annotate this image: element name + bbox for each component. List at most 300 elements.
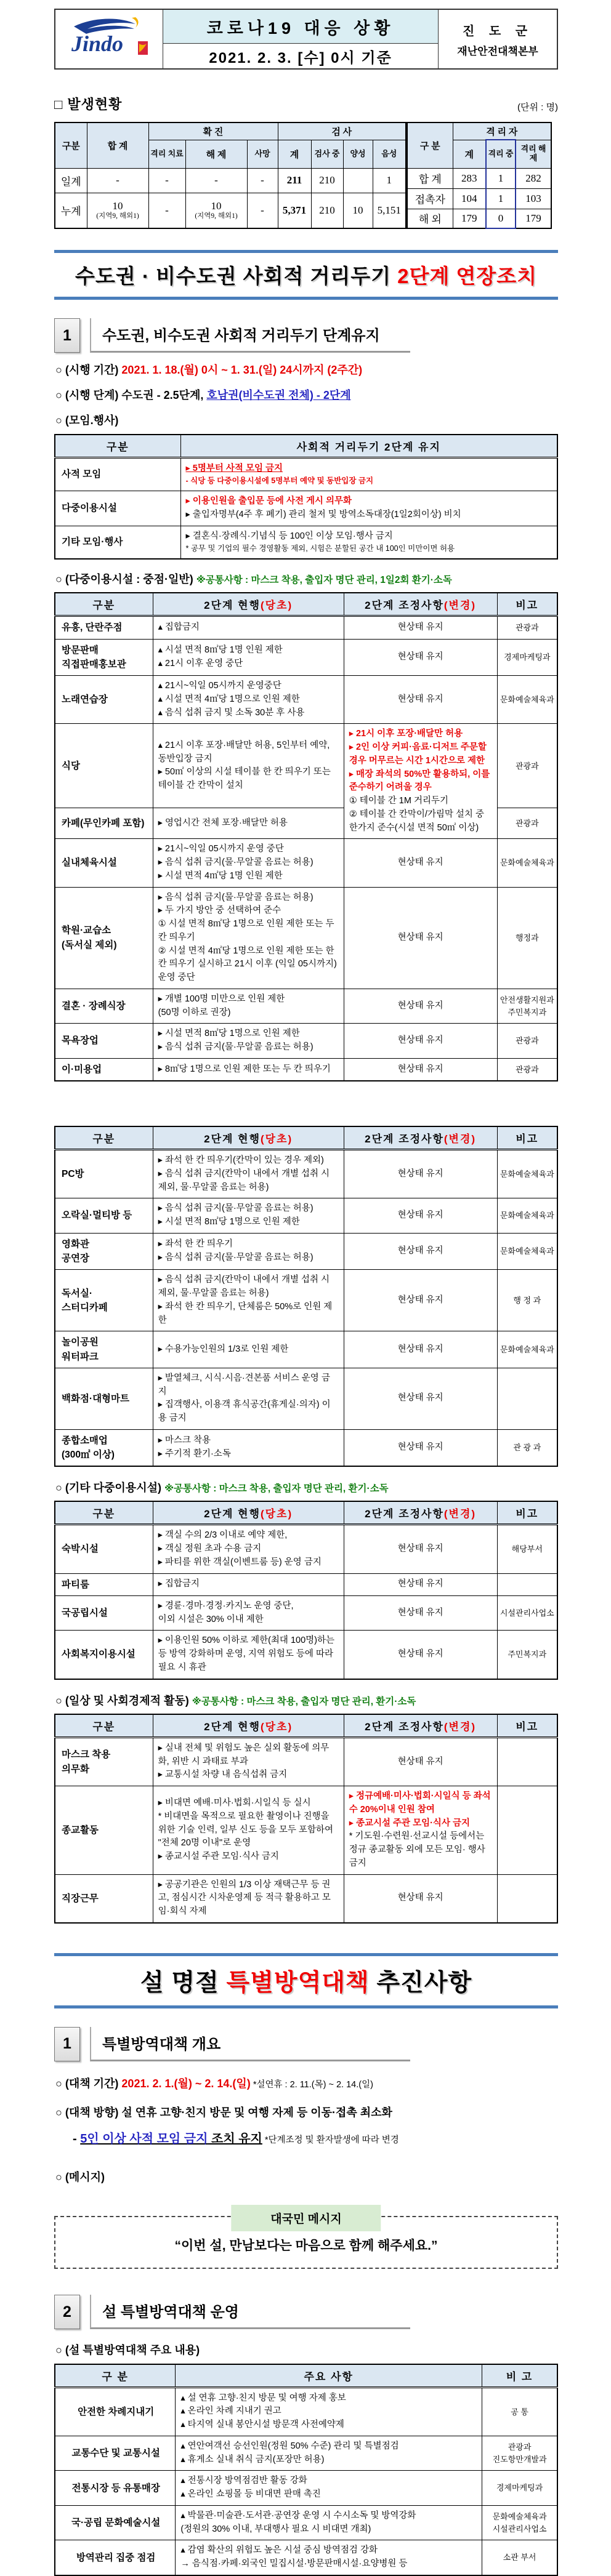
text-line: ▸ 수용가능인원의 1/3로 인원 제한	[158, 1344, 289, 1354]
text-line: (독서실 제외)	[62, 939, 117, 950]
text-line: ① 테이블 간 1M 거리두기	[349, 796, 448, 806]
text-line: ▸ 이용인원 50% 이하로 제한(최대 100명)하는 등 방역 강화하며 운영, 지역 위험도 등에 따라 필요 시 휴관	[158, 1635, 334, 1672]
column-header	[153, 1714, 344, 1738]
text-line: ▸ 파티를 위한 객실(이벤트룸 등) 운영 금지	[158, 1557, 322, 1567]
status-tables	[54, 122, 558, 229]
column-header	[497, 593, 557, 616]
text-line: ① 시설 면적 8㎡당 1명으로 인원 제한 또는 두 칸 띄우기	[158, 919, 334, 942]
row-label	[55, 1874, 153, 1923]
text-line: 현상태 유지	[397, 932, 443, 942]
column-header	[55, 1126, 153, 1150]
cell-total: -	[87, 168, 148, 193]
table-cell	[344, 1024, 497, 1059]
table-cell	[153, 989, 344, 1024]
header-text: (당초)	[261, 600, 293, 612]
text-line: 진도항만개발과	[492, 2454, 547, 2464]
text-line: 현상태 유지	[397, 694, 443, 704]
bullet-measure-direction: ○ (대책 방향) 설 연휴 고향·친지 방문 및 여행 자제 등 이동·접촉 최소화	[55, 2106, 392, 2119]
table-cell	[497, 616, 557, 639]
row-label: 합 계	[407, 168, 453, 188]
text-line: ▸ 21시~익일 05시까지 운영 중단	[158, 844, 284, 854]
gathering-ban-text: 5인 이상 사적 모임 금지	[80, 2132, 208, 2146]
facilities2-table	[54, 1126, 558, 1467]
table-row	[55, 193, 406, 228]
table-cell	[497, 676, 557, 724]
text-line: 관광과	[515, 819, 539, 829]
status-table-right	[407, 122, 552, 229]
row-label: 일계	[55, 168, 87, 193]
header-text: 2단계 현행	[204, 1133, 261, 1145]
text-line: ▴ 박물관·미술관·도서관·공연장 운영 시 수시소독 및 방역강화	[180, 2510, 416, 2521]
col-released: 해 제	[185, 140, 247, 168]
text-line: 종합소매업	[62, 1435, 108, 1446]
column-header	[344, 1501, 497, 1525]
cell-total	[87, 193, 148, 228]
cell-positive	[343, 168, 373, 193]
column-header	[55, 435, 180, 458]
text-line: * 비대면을 목적으로 필요한 촬영이나 진행을 위한 기술 인력, 일부 신도 등을 모두 포함하여 "전체 20명 이내"로 운영	[158, 1811, 333, 1848]
table-row	[407, 209, 551, 228]
table-cell	[497, 1024, 557, 1059]
table-row	[55, 2471, 557, 2506]
row-label	[55, 616, 153, 639]
table-row	[55, 724, 557, 808]
table-cell	[497, 1737, 557, 1786]
note-label: ○ (다중이용시설 : 중점·일반)	[55, 573, 196, 586]
text-line: ▸ 객실 정원 초과 수용 금지	[158, 1544, 262, 1554]
table-cell	[497, 1525, 557, 1573]
text-line: ▸ 시설 면적 8㎡당 1명으로 인원 제한	[158, 1217, 300, 1227]
col-confirmed: 확 진	[148, 122, 278, 140]
text-line: 국공립시설	[62, 1608, 108, 1619]
message-text: “이번 설, 만남보다는 마음으로 함께 해주세요.”	[174, 2239, 438, 2253]
status-table-left	[54, 122, 407, 229]
row-label	[55, 676, 153, 724]
column-header	[497, 1501, 557, 1525]
table-cell	[153, 1331, 344, 1368]
text-line: ▸ 마스크 착용	[158, 1435, 211, 1446]
dash-marker: -	[73, 2132, 81, 2146]
table-cell	[497, 1786, 557, 1875]
header-row	[55, 2364, 557, 2388]
column-header	[497, 1126, 557, 1150]
table-cell	[344, 1874, 497, 1923]
column-header	[55, 1714, 153, 1738]
table-cell	[344, 1150, 497, 1198]
header-text: 주요 사항	[304, 2370, 354, 2383]
row-label	[55, 1595, 153, 1631]
text-line: ② 테이블 간 칸막이/가림막 설치 중 한가지 준수(시설 면적 50㎡ 이상)	[349, 809, 484, 833]
table-cell	[153, 1874, 344, 1923]
distancing-banner	[54, 250, 558, 300]
text-line: ▸ 2인 이상 커피·음료·디저트 주문할 경우 머무르는 시간 1시간으로 제한	[349, 742, 487, 766]
document-header	[54, 9, 558, 70]
text-line: ▸ 두 가지 방안 중 선택하여 준수	[158, 905, 281, 916]
table-cell	[153, 1024, 344, 1059]
table-cell	[344, 1270, 497, 1331]
section-number: 2	[54, 2295, 80, 2329]
text-line: ▸ 출입자명부(4주 후 폐기) 관리 철저 및 방역소독대장(1일2회이상) 비치	[185, 509, 461, 520]
table-cell	[344, 839, 497, 887]
text-line: 방문판매	[62, 644, 99, 656]
text-line: 결혼 · 장례식장	[62, 1000, 126, 1011]
text-line: ▸ 시설 면적 8㎡당 1명으로 인원 제한	[158, 1029, 300, 1039]
text-line: 공연장	[62, 1253, 89, 1264]
bullet-label: ○ (대책 기간)	[55, 2077, 122, 2090]
table-row	[55, 2540, 557, 2575]
table-cell	[344, 1631, 497, 1679]
table-cell	[344, 1429, 497, 1466]
col-gubun: 구 분	[407, 122, 453, 168]
note-common-rules: ※공통사항 : 마스크 착용, 출입자 명단 관리, 환기·소독	[164, 1483, 389, 1495]
header-text: 구분	[92, 600, 116, 612]
header-text: (변경)	[443, 1508, 477, 1520]
table-cell	[497, 1233, 557, 1270]
cell-iso: -	[148, 168, 185, 193]
text-line: 현상태 유지	[397, 1294, 443, 1305]
cell-q-released: 282	[516, 168, 551, 188]
table-cell	[482, 2387, 557, 2436]
column-header	[153, 1501, 344, 1525]
cell-q-active: 1	[486, 168, 516, 188]
table-cell	[497, 839, 557, 887]
row-label	[55, 839, 153, 887]
table-cell	[153, 1737, 344, 1786]
page-break	[54, 1081, 558, 1121]
text-line: ▸ 음식 섭취 금지(칸막이 내에서 개별 섭취 시 제외, 물·무알콜 음료는 허용)	[158, 1168, 330, 1192]
row-label	[55, 639, 153, 676]
text-line: ▸ 음식 섭취 금지(물·무알콜 음료는 허용)	[158, 1253, 314, 1262]
table-cell	[344, 1737, 497, 1786]
table-cell	[344, 1786, 497, 1875]
table-cell	[153, 1786, 344, 1875]
table-cell	[153, 676, 344, 724]
bullet-period-value: 2021. 1. 18.(월) 0시 ~ 1. 31.(일) 24시까지 (2주간)	[121, 364, 363, 376]
table-cell	[176, 2505, 482, 2540]
bullet-gatherings: ○ (모임.행사)	[55, 414, 119, 427]
row-label	[55, 1058, 153, 1081]
text-line: 현상태 유지	[397, 1000, 443, 1011]
text-line: (정원의 30% 이내, 부대행사 필요 시 비대면 개최)	[180, 2524, 371, 2534]
note-daily-activities	[55, 1693, 558, 1709]
text-line: 직접판매홍보관	[62, 659, 126, 670]
jindo-logo-cell	[55, 9, 163, 69]
row-label	[55, 1525, 153, 1573]
text-line: 현상태 유지	[397, 1893, 443, 1903]
header-text: 2단계 조정사항	[365, 1508, 444, 1520]
text-line: ▴ 온라인 쇼핑몰 등 비대면 판매 촉진	[180, 2489, 321, 2500]
bullet-stage	[55, 388, 558, 403]
section-1-header	[54, 318, 558, 353]
table-row	[55, 1331, 557, 1368]
col-quarantined: 격 리 자	[453, 122, 551, 140]
row-label	[55, 1270, 153, 1331]
text-line: 현상태 유지	[397, 1544, 443, 1554]
table-cell	[497, 1874, 557, 1923]
table-row	[407, 168, 551, 188]
text-line: 안전한 차례지내기	[78, 2406, 155, 2417]
table-cell	[153, 1631, 344, 1679]
table-cell	[153, 1368, 344, 1429]
bullet-period-value: 2021. 2. 1.(월) ~ 2. 14.(일)	[121, 2077, 251, 2090]
text-line: ▸ 정규예배·미사·법회·시일식 등 좌석 수 20%이내 인원 참여	[349, 1791, 491, 1815]
note-label: ○ (기타 다중이용시설)	[55, 1482, 164, 1495]
header-text: 비고	[516, 1720, 539, 1733]
table-row	[55, 2505, 557, 2540]
section-title: 특별방역대책 개요	[90, 2027, 410, 2061]
text-line: 문화예술체육과	[500, 1169, 554, 1179]
cell-testing: 210	[311, 168, 343, 193]
text-line: ▴ 설 연휴 고향·친지 방문 및 여행 자제 홍보	[180, 2393, 346, 2403]
text-line: → 음식점·카페·외국인 밀집시설·방문판매시설·요양병원 등	[180, 2559, 408, 2569]
text-line: 현상태 유지	[397, 1607, 443, 1618]
row-label	[55, 1331, 153, 1368]
table-cell	[153, 1525, 344, 1573]
table-cell	[180, 457, 557, 491]
table-cell	[153, 839, 344, 887]
gathering-ban-suffix: 조치 유지	[208, 2132, 262, 2146]
banner-title	[54, 1956, 558, 2005]
table-cell	[497, 639, 557, 676]
text-line: 주민복지과	[508, 1650, 547, 1659]
text-line: 문화예술체육과	[500, 1211, 554, 1221]
text-line: ▸ 주기적 환기·소독	[158, 1449, 231, 1459]
text-line: ▸ 시설 면적 4㎡당 1명 인원 제한	[158, 870, 283, 881]
table-cell	[497, 1150, 557, 1198]
text-line: 문화예술체육과	[500, 1344, 554, 1354]
row-label	[55, 1233, 153, 1270]
table-cell	[176, 2471, 482, 2506]
text-line: 백화점·대형마트	[62, 1393, 129, 1404]
table-cell	[482, 2471, 557, 2506]
text-line: 식당	[62, 760, 80, 771]
text-line: 카페(무인카페 포함)	[62, 818, 145, 829]
col-death: 사망	[247, 140, 278, 168]
text-line: ▴ 21시~익일 05시까지 운영중단	[158, 681, 281, 691]
table-cell	[153, 639, 344, 676]
text-line: 현상태 유지	[397, 1246, 443, 1256]
table-cell	[344, 1525, 497, 1573]
text-line: 독서실·	[62, 1288, 93, 1299]
text-line: 기타 모임·행사	[62, 537, 123, 548]
text-line: 현상태 유지	[397, 1442, 443, 1453]
row-label	[55, 2471, 176, 2506]
message-label: 대국민 메시지	[231, 2205, 381, 2231]
text-line: 주민복지과	[508, 1007, 547, 1017]
seollal-banner	[54, 1953, 558, 2008]
col-gubun: 구분	[55, 122, 87, 168]
column-header	[55, 593, 153, 616]
text-line: - 식당 등 다중이용시설에 5명부터 예약 및 동반입장 금지	[185, 476, 374, 486]
row-label	[55, 1024, 153, 1059]
text-line: ▸ 공공기관은 인원의 1/3 이상 재택근무 등 권고, 점심시간 시차운영제 등 적극 활용하고 모임·회식 자제	[158, 1879, 331, 1917]
header-text: 구분	[92, 1133, 116, 1145]
banner-text: 설 명절	[140, 1969, 227, 1996]
text-line: 영화관	[62, 1238, 89, 1250]
row-label	[55, 1631, 153, 1679]
cell-total-sub: (지역9, 해외1)	[96, 212, 139, 220]
table-row	[55, 1368, 557, 1429]
table-cell	[497, 1573, 557, 1595]
table-row	[55, 526, 557, 559]
column-header	[497, 1714, 557, 1738]
text-line: ▸ 매장 좌석의 50%만 활용하되, 이를 준수하기 어려울 경우	[349, 769, 490, 793]
table-cell	[482, 2505, 557, 2540]
text-line: 관광과	[515, 761, 539, 771]
text-line: 현상태 유지	[397, 1579, 443, 1589]
table-cell	[497, 989, 557, 1024]
col-total: 합 계	[87, 122, 148, 168]
table-cell	[497, 808, 557, 839]
text-line: 시설관리사업소	[500, 1608, 554, 1618]
text-line: ▴ 온라인 차례 지내기 권고	[180, 2406, 281, 2417]
header-text: 2단계 조정사항	[365, 600, 444, 612]
text-line: 사회복지이용시설	[62, 1649, 136, 1660]
table-cell	[153, 1150, 344, 1198]
text-line: ▴ 21시 이후 운영 중단	[158, 658, 243, 668]
table-cell	[344, 1198, 497, 1234]
table-cell	[344, 1368, 497, 1429]
text-line: ▴ 시설 면적 4㎡당 1명으로 인원 제한	[158, 694, 300, 704]
section-title: 수도권, 비수도권 사회적 거리두기 단계유지	[90, 318, 410, 353]
text-line: ▸ 좌석 한 칸 띄우기	[158, 1239, 233, 1250]
bullet-measure-period	[55, 2076, 558, 2092]
col-testing: 검사 중	[311, 140, 343, 168]
header-text: 2단계 현행	[204, 1508, 261, 1520]
table-row	[55, 1150, 557, 1198]
cell-iso: -	[148, 193, 185, 228]
table-cell	[497, 1368, 557, 1429]
cell-total-value: 10	[112, 200, 123, 212]
text-line: 관광과	[515, 1036, 539, 1046]
text-line: ▸ 좌석 한 칸 띄우기, 단체룸은 50%로 인원 제한	[158, 1301, 333, 1325]
table-cell	[153, 1198, 344, 1234]
text-line: ▸ 개별 100명 미만으로 인원 제한	[158, 993, 285, 1004]
table-row	[55, 168, 406, 193]
table-cell	[176, 2436, 482, 2471]
cell-q-active: 1	[486, 188, 516, 209]
daily-table	[54, 1714, 558, 1924]
text-line: ▸ 음식 섭취 금지(물·무알콜 음료는 허용)	[158, 857, 314, 867]
text-line: 국·공립 문화예술시설	[71, 2518, 161, 2528]
text-line: 방역관리 집중 점검	[76, 2552, 156, 2563]
text-line: 오락실·멀티방 등	[62, 1210, 132, 1221]
table-cell	[344, 724, 497, 839]
cell-rel	[185, 193, 247, 228]
text-line: ▸ 종교시설 주관 모임·식사 금지	[158, 1852, 279, 1861]
banner-text: 추진사항	[369, 1969, 472, 1996]
table-row	[407, 188, 551, 209]
text-line: 관광과	[515, 1064, 539, 1074]
public-message-box	[54, 2213, 558, 2269]
header-text: (변경)	[443, 1133, 477, 1145]
table-row	[55, 1024, 557, 1059]
bullet-label: ○ (시행 기간)	[55, 364, 122, 376]
bullet-period	[55, 363, 558, 378]
seollal-section-1-header	[54, 2027, 558, 2061]
text-line: ▸ 경륜·경마·경정·카지노 운영 중단,	[158, 1600, 294, 1611]
text-line: ▸ 음식 섭취 금지(물·무알콜 음료는 허용)	[158, 1203, 314, 1214]
row-label	[55, 457, 180, 491]
column-header	[344, 1714, 497, 1738]
header-text: 구분	[106, 441, 129, 453]
header-text: 2단계 현행	[204, 1720, 261, 1733]
org-cell	[439, 9, 558, 69]
header-text: (당초)	[261, 1133, 293, 1145]
table-cell	[497, 724, 557, 808]
table-row	[55, 989, 557, 1024]
row-label	[55, 526, 180, 559]
column-header	[344, 593, 497, 616]
text-line: ② 시설 면적 4㎡당 1명으로 인원 제한 또는 한 칸 띄우기 실시하고 21시 이후 (익일 05시까지)운영 중단	[158, 945, 337, 982]
text-line: 파티룸	[62, 1579, 89, 1590]
text-line: 문화예술체육과	[492, 2512, 547, 2522]
text-line: 소관 부서	[503, 2553, 536, 2562]
table-cell	[153, 1429, 344, 1466]
cell-testing: 210	[311, 193, 343, 228]
header-text: (당초)	[261, 1720, 293, 1733]
table-row	[55, 1573, 557, 1595]
table-row	[55, 2387, 557, 2436]
text-line: ▸ 이용인원을 출입문 등에 사전 게시 의무화	[185, 496, 352, 507]
text-line: ▸ 영업시간 전체 포장·배달만 허용	[158, 817, 288, 828]
text-line: 현상태 유지	[397, 1210, 443, 1221]
text-line: ▸ 21시 이후 포장·배달만 허용	[349, 729, 463, 739]
text-line: ▸ 집합금지	[158, 1579, 200, 1589]
table-cell	[482, 2436, 557, 2471]
header-text: 2단계 조정사항	[365, 1133, 444, 1145]
table-cell	[153, 808, 344, 839]
text-line: 워터파크	[62, 1351, 99, 1362]
row-label	[55, 491, 180, 526]
text-line: 현상태 유지	[397, 1393, 443, 1403]
table-row	[55, 1595, 557, 1631]
text-line: 목욕장업	[62, 1035, 99, 1046]
text-line: 노래연습장	[62, 694, 108, 705]
table-row	[55, 491, 557, 526]
table-cell	[153, 616, 344, 639]
gathering-ban-note: *단계조정 및 환자발생에 따라 변경	[262, 2135, 399, 2146]
text-line: ▸ 결혼식·장례식·기념식 등 100인 이상 모임·행사 금지	[185, 531, 393, 541]
header-text: (변경)	[443, 1720, 477, 1733]
text-line: 문화예술체육과	[500, 694, 554, 704]
banner-title	[54, 253, 558, 297]
header-text: 구 분	[102, 2370, 129, 2383]
text-line: 다중이용시설	[62, 503, 117, 514]
table-row	[55, 1233, 557, 1270]
text-line: 현상태 유지	[397, 1168, 443, 1179]
row-label	[55, 1368, 153, 1429]
org-department: 재난안전대책본부	[457, 45, 538, 57]
seollal-table-container	[54, 2364, 558, 2576]
column-header	[176, 2364, 482, 2388]
status-heading-row	[54, 94, 558, 113]
row-label	[55, 2387, 176, 2436]
text-line: 현상태 유지	[397, 651, 443, 662]
row-label	[55, 2540, 176, 2575]
bullet-stage-value: 호남권(비수도권 전체) - 2단계	[206, 389, 351, 402]
text-line: 관 광 과	[513, 1443, 541, 1453]
status-unit-label: (단위 : 명)	[517, 102, 558, 113]
cell-rel-value: 10	[211, 200, 222, 212]
text-line: ▸ 음식 섭취 금지(칸막이 내에서 개별 섭취 시 제외, 물·무알콜 음료는 허용)	[158, 1275, 330, 1298]
table-cell	[497, 1331, 557, 1368]
text-line: 경제마케팅과	[504, 652, 551, 662]
col-negative: 음성	[373, 140, 406, 168]
cell-positive: 10	[343, 193, 373, 228]
logo-wave-accent	[132, 17, 139, 28]
table-cell	[344, 1331, 497, 1368]
